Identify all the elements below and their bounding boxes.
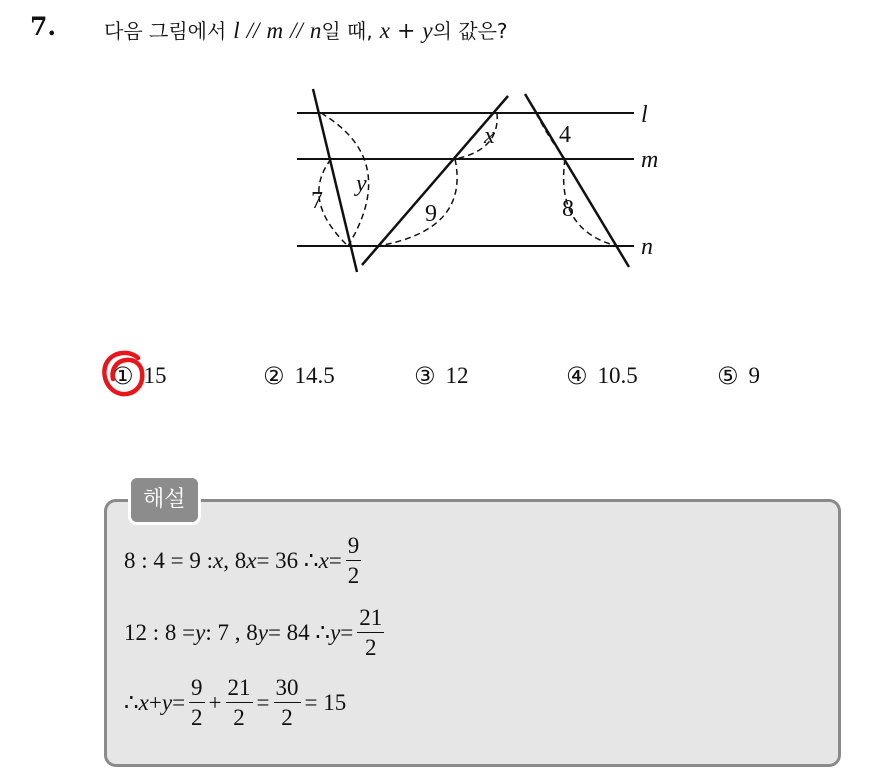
parallel-symbol: // xyxy=(290,18,303,43)
label-9: 9 xyxy=(425,201,437,227)
var-x: x xyxy=(379,18,390,43)
text: : 7 , 8 xyxy=(205,619,258,645)
fraction: $\frac{30}{2}$ xyxy=(275,675,299,731)
choice-value: 10.5 xyxy=(597,363,638,388)
transversal-middle xyxy=(362,96,508,265)
fraction: $\frac{21}{2}$ xyxy=(359,605,383,661)
text: = xyxy=(328,547,342,573)
choice-value: 14.5 xyxy=(294,363,335,388)
var: x xyxy=(213,547,224,573)
question-when: 일 때, xyxy=(321,19,373,43)
text: 8 : 4 = 9 : xyxy=(124,547,214,573)
text: = 84 ∴ xyxy=(267,619,331,645)
var-m: m xyxy=(266,18,284,43)
text: , 8 xyxy=(223,547,247,573)
var-y: y xyxy=(422,18,433,43)
question-intro: 다음 그림에서 xyxy=(104,19,227,43)
var: y xyxy=(161,689,173,715)
choice-3[interactable] xyxy=(414,362,469,390)
var: x xyxy=(246,547,257,573)
text: = xyxy=(172,689,186,715)
text: + xyxy=(148,689,162,715)
var: y xyxy=(330,619,341,645)
label-m: m xyxy=(641,147,659,173)
label-x: x xyxy=(484,123,495,149)
transversal-right xyxy=(525,94,629,267)
fraction: $\frac{21}{2}$ xyxy=(227,675,251,731)
label-8: 8 xyxy=(562,196,574,222)
var: y xyxy=(195,619,206,645)
parallel-lines-figure xyxy=(290,84,680,284)
text: = xyxy=(340,619,354,645)
text: = xyxy=(256,689,270,715)
question-number: 7. xyxy=(30,12,57,41)
choice-value: 15 xyxy=(143,363,167,388)
question-text xyxy=(104,15,508,44)
answer-choices xyxy=(0,362,884,402)
text: 12 : 8 = xyxy=(124,619,196,645)
solution-line-2 xyxy=(124,605,388,661)
choice-marker: ① xyxy=(112,362,134,390)
text: = 36 ∴ xyxy=(256,547,319,573)
choice-marker: ④ xyxy=(566,362,588,390)
text: + xyxy=(208,689,222,715)
plus-sign: + xyxy=(396,19,416,44)
var-n: n xyxy=(309,18,322,43)
solution-line-1 xyxy=(124,533,365,589)
fraction: $\frac{9}{2}$ xyxy=(191,675,203,731)
choice-marker: ③ xyxy=(414,362,436,390)
choice-marker: ⑤ xyxy=(717,362,739,390)
var: y xyxy=(257,619,268,645)
parallel-symbol: // xyxy=(246,18,260,43)
solution-tag: 해설 xyxy=(128,475,201,525)
choice-value: 9 xyxy=(748,363,761,388)
var-l: l xyxy=(233,18,240,43)
label-4: 4 xyxy=(559,122,571,148)
choice-4[interactable] xyxy=(566,362,638,390)
choice-value: 12 xyxy=(445,363,469,388)
choice-1[interactable] xyxy=(112,362,167,390)
text: = 15 xyxy=(304,689,347,715)
var: x xyxy=(138,689,149,715)
var: x xyxy=(318,547,329,573)
label-l: l xyxy=(641,102,648,128)
label-y: y xyxy=(356,171,367,197)
choice-5[interactable] xyxy=(717,362,760,390)
solution-line-3 xyxy=(124,675,346,731)
choice-marker: ② xyxy=(263,362,285,390)
text: ∴ xyxy=(124,689,139,715)
choice-2[interactable] xyxy=(263,362,335,390)
fraction: $\frac{9}{2}$ xyxy=(347,533,360,589)
question-ask: 의 값은? xyxy=(432,19,508,43)
label-n: n xyxy=(641,234,653,260)
label-7: 7 xyxy=(311,188,323,214)
